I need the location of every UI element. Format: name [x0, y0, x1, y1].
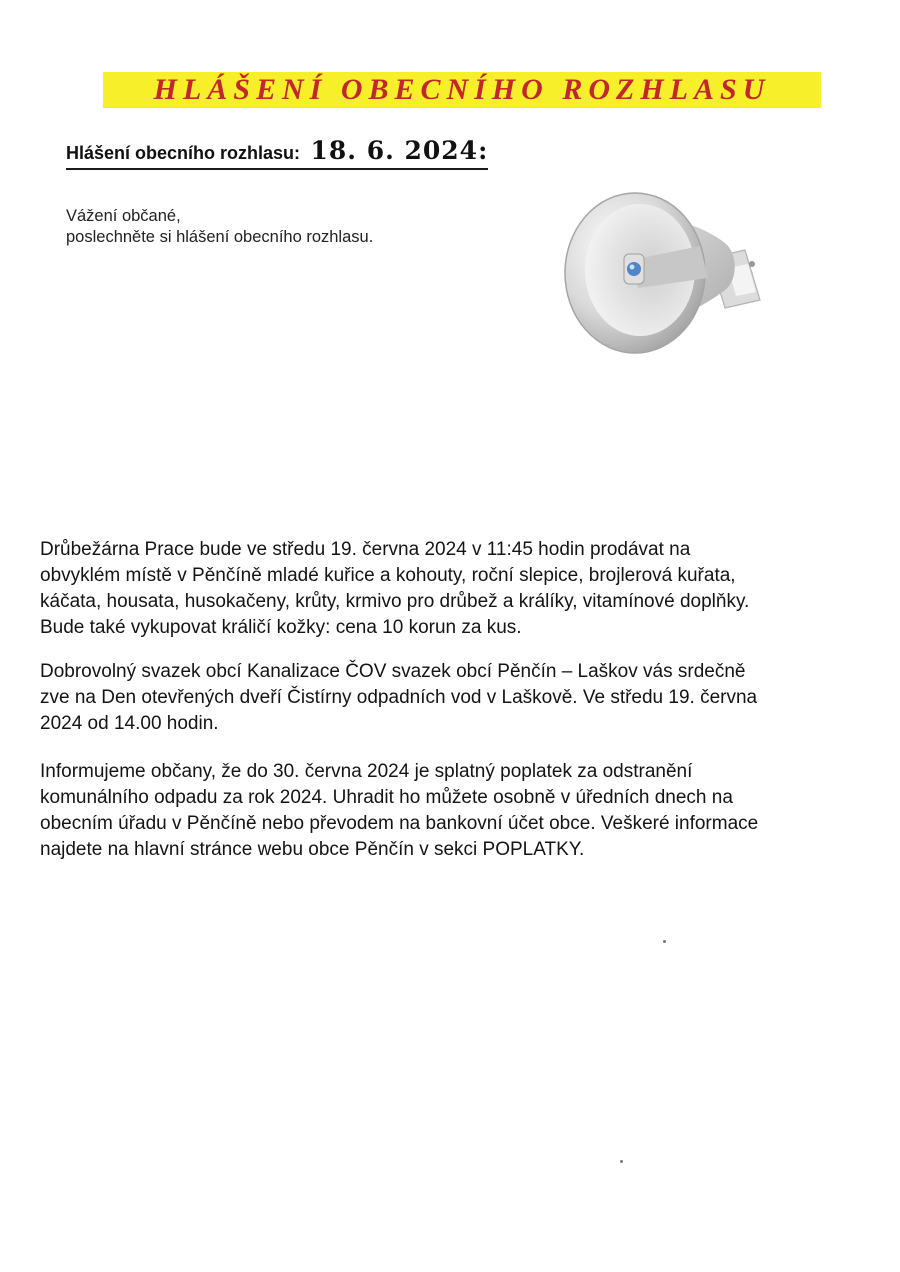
paragraph-line: Dobrovolný svazek obcí Kanalizace ČOV svazek obcí Pěnčín – Laškov vás srdečně	[40, 661, 746, 682]
page-title: HLÁŠENÍ OBECNÍHO ROZHLASU	[153, 73, 771, 106]
greeting	[66, 206, 373, 248]
paragraph-line: zve na Den otevřených dveří Čistírny odpadních vod v Laškově. Ve středu 19. června	[40, 687, 758, 708]
paragraph-line: obecním úřadu v Pěnčíně nebo převodem na bankovní účet obce. Veškeré informace	[40, 813, 759, 834]
paragraph-line: obvyklém místě v Pěnčíně mladé kuřice a kohouty, roční slepice, brojlerová kuřata,	[40, 565, 736, 586]
paragraph-line: najdete na hlavní stránce webu obce Pěnčín v sekci POPLATKY.	[40, 839, 585, 860]
megaphone-loudspeaker-icon	[560, 188, 770, 358]
announcement-heading	[66, 138, 488, 170]
greeting-line: Vážení občané,	[66, 207, 181, 225]
scan-speck	[663, 940, 666, 943]
announcement-heading-label: Hlášení obecního rozhlasu:	[66, 143, 301, 163]
paragraph-open-day	[40, 659, 880, 737]
greeting-line: poslechněte si hlášení obecního rozhlasu.	[66, 228, 374, 246]
announcement-date: 18. 6. 2024:	[310, 136, 489, 165]
paragraph-line: komunálního odpadu za rok 2024. Uhradit ho můžete osobně v úředních dnech na	[40, 787, 733, 808]
paragraph-poultry-sale	[40, 537, 880, 641]
paragraph-line: Bude také vykupovat králičí kožky: cena 10 korun za kus.	[40, 617, 522, 638]
paragraph-line: káčata, housata, husokačeny, krůty, krmivo pro drůbež a králíky, vitamínové doplňky.	[40, 591, 750, 612]
paragraph-line: 2024 od 14.00 hodin.	[40, 713, 219, 734]
paragraph-line: Drůbežárna Prace bude ve středu 19. června 2024 v 11:45 hodin prodávat na	[40, 539, 691, 560]
scan-speck	[620, 1160, 623, 1163]
paragraph-waste-fee	[40, 759, 880, 863]
paragraph-line: Informujeme občany, že do 30. června 2024 je splatný poplatek za odstranění	[40, 761, 693, 782]
